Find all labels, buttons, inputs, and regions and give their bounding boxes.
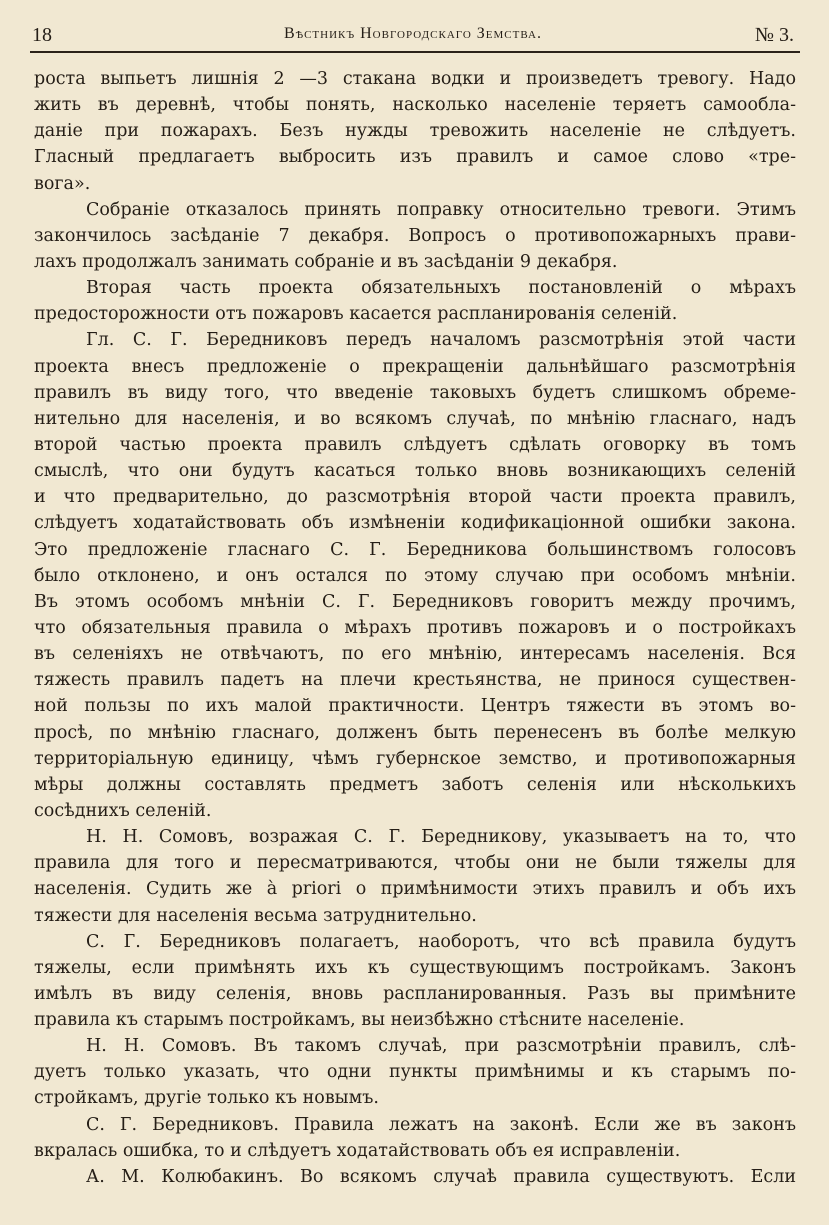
page-number: 18	[32, 24, 52, 46]
text-line: Гласный предлагаетъ выбросить изъ правилъ и самое слово «тре-	[34, 147, 796, 168]
text-line: Собраніе отказалось принять поправку относительно тревоги. Этимъ	[86, 199, 796, 220]
text-line: правила къ старымъ постройкамъ, вы неизбѣжно стѣсните населеніе.	[34, 1010, 685, 1031]
text-line: Н. Н. Сомовъ. Въ такомъ случаѣ, при разсмотрѣніи правилъ, слѣ-	[86, 1036, 796, 1057]
text-line: правила для того и пересматриваются, чтобы они не были тяжелы для	[34, 853, 796, 874]
text-line: лахъ продолжалъ занимать собраніе и въ засѣданіи 9 декабря.	[34, 251, 618, 272]
text-line: населенія. Судить же à priori о примѣнимости этихъ правилъ и объ ихъ	[34, 879, 796, 900]
text-line: правилъ въ виду того, что введеніе таковыхъ будетъ слишкомъ обреме-	[34, 382, 796, 403]
text-line: Въ этомъ особомъ мнѣніи С. Г. Бередниковъ говоритъ между прочимъ,	[34, 591, 796, 612]
text-line: Гл. С. Г. Бередниковъ передъ началомъ разсмотрѣнія этой части	[86, 330, 796, 351]
text-line: дуетъ только указать, что одни пункты примѣнимы и къ старымъ по-	[34, 1062, 796, 1083]
text-line: имѣлъ въ виду селенія, вновь распланированныя. Разъ вы примѣните	[34, 983, 796, 1004]
text-line: С. Г. Бередниковъ полагаетъ, наоборотъ, что всѣ правила будутъ	[86, 931, 796, 952]
text-line: и что предварительно, до разсмотрѣнія второй части проекта правилъ,	[34, 487, 796, 508]
text-line: предосторожности отъ пожаровъ касается распланированія селеній.	[34, 304, 678, 325]
body-text	[34, 66, 796, 1190]
issue-number: № 3.	[754, 24, 794, 46]
page-header	[32, 24, 794, 52]
text-line: территоріальную единицу, чѣмъ губернское земство, и противопожарныя	[34, 748, 796, 769]
text-line: было отклонено, и онъ остался по этому случаю при особомъ мнѣніи.	[34, 565, 796, 586]
text-line: второй частью проекта правилъ слѣдуетъ сдѣлать оговорку въ томъ	[34, 434, 796, 455]
text-line: жить въ деревнѣ, чтобы понять, насколько населеніе теряетъ самообла-	[34, 95, 796, 116]
text-line: Н. Н. Сомовъ, возражая С. Г. Бередникову, указываетъ на то, что	[86, 827, 796, 848]
journal-title: Вѣстникъ Новгородскаго Земства.	[284, 25, 542, 42]
text-line: вкралась ошибка, то и слѣдуетъ ходатайствовать объ ея исправленіи.	[34, 1140, 681, 1161]
text-line: тяжелы, если примѣнять ихъ къ существующимъ постройкамъ. Законъ	[34, 957, 796, 978]
text-line: Вторая часть проекта обязательныхъ постановленій о мѣрахъ	[86, 278, 796, 299]
text-line: даніе при пожарахъ. Безъ нужды тревожить населеніе не слѣдуетъ.	[34, 121, 796, 142]
text-line: нительно для населенія, и во всякомъ случаѣ, по мнѣнію гласнаго, надъ	[34, 408, 796, 429]
text-line: вога».	[34, 173, 91, 194]
text-line: смыслѣ, что они будутъ касаться только вновь возникающихъ селеній	[34, 461, 796, 482]
text-line: стройкамъ, другіе только къ новымъ.	[34, 1088, 379, 1109]
text-line: слѣдуетъ ходатайствовать объ измѣненіи кодификаціонной ошибки закона.	[34, 513, 796, 534]
text-line: въ селеніяхъ не отвѣчаютъ, по его мнѣнію, интересамъ населенія. Вся	[34, 644, 796, 665]
text-line: С. Г. Бередниковъ. Правила лежатъ на законѣ. Если же въ законъ	[86, 1114, 796, 1135]
text-line: роста выпьетъ лишнія 2 —3 стакана водки и произведетъ тревогу. Надо	[34, 69, 796, 89]
text-line: сосѣднихъ селеній.	[34, 800, 212, 821]
text-line: тяжести для населенія весьма затруднительно.	[34, 905, 477, 926]
text-line: А. М. Колюбакинъ. Во всякомъ случаѣ правила существуютъ. Если	[86, 1166, 796, 1187]
text-line: закончилось засѣданіе 7 декабря. Вопросъ о противопожарныхъ прави-	[34, 225, 796, 246]
text-line: Это предложеніе гласнаго С. Г. Бередникова большинствомъ голосовъ	[34, 539, 796, 560]
text-line: что обязательныя правила о мѣрахъ противъ пожаровъ и о постройкахъ	[34, 617, 796, 638]
text-line: тяжесть правилъ падетъ на плечи крестьянства, не принося существен-	[34, 670, 796, 691]
text-line: ной пользы по ихъ малой практичности. Центръ тяжести въ этомъ во-	[34, 696, 796, 717]
text-line: проекта внесъ предложеніе о прекращеніи дальнѣйшаго разсмотрѣнія	[34, 356, 796, 377]
text-line: мѣры должны составлять предметъ заботъ селенія или нѣсколькихъ	[34, 774, 796, 795]
text-line: просѣ, по мнѣнію гласнаго, долженъ быть перенесенъ въ болѣе мелкую	[34, 722, 796, 743]
header-rule	[30, 51, 800, 53]
